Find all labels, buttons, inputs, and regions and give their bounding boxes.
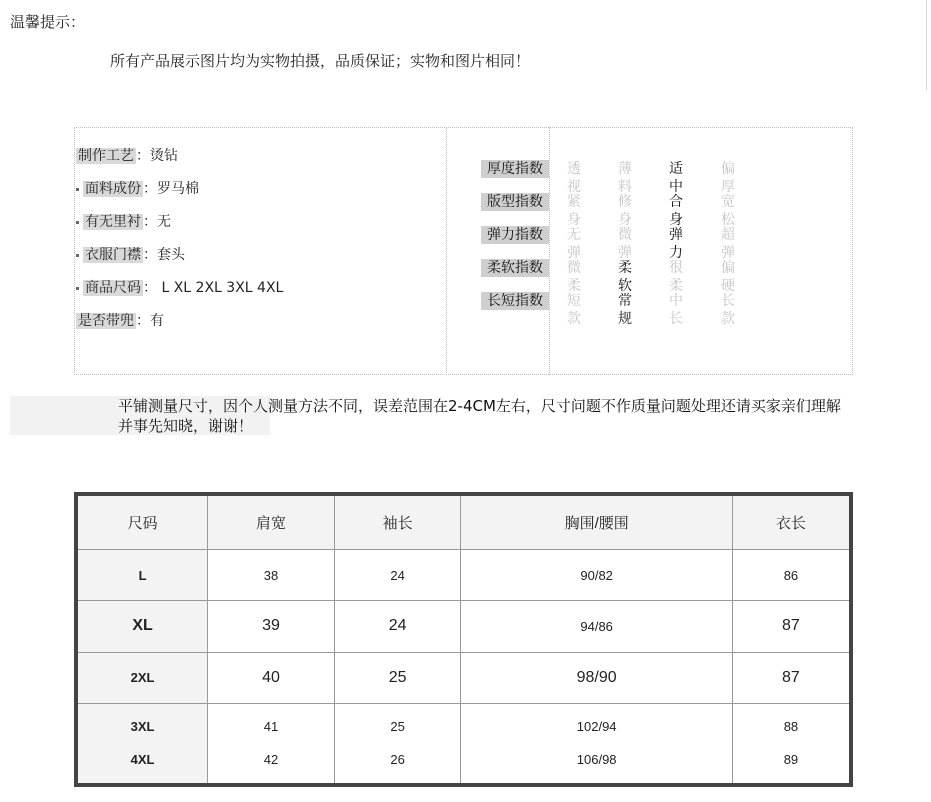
size-cell: 3XL 4XL <box>76 703 208 785</box>
tip-text: 所有产品展示图片均为实物拍摄，品质保证；实物和图片相同！ <box>110 52 531 70</box>
attr-label: 制作工艺 <box>78 148 134 164</box>
index-option: 宽松 <box>721 194 735 228</box>
table-cell: 39 <box>208 601 335 652</box>
index-option: 紧身 <box>567 194 581 228</box>
table-cell: 86 <box>732 550 851 601</box>
index-label: 柔软指数 <box>481 259 549 277</box>
header-chest-waist: 胸围/腰围 <box>461 494 732 550</box>
attr-fabric: 面料成份 ：罗马棉 <box>76 178 199 196</box>
table-cell: 41 42 <box>208 703 335 785</box>
index-option: 修身 <box>618 194 632 228</box>
table-cell: 102/94 106/98 <box>461 703 732 785</box>
bullet-icon <box>76 287 79 290</box>
attr-size: 商品尺码 ： L XL 2XL 3XL 4XL <box>76 277 283 295</box>
header-sleeve: 袖长 <box>334 494 461 550</box>
index-label: 长短指数 <box>481 292 549 310</box>
table-cell: 87 <box>732 601 851 652</box>
attr-lining: 有无里衬 ：无 <box>76 211 171 229</box>
index-option: 偏厚 <box>721 161 735 195</box>
attr-value: 无 <box>157 214 171 230</box>
attr-value: 套头 <box>157 247 185 263</box>
index-option: 透视 <box>567 161 581 195</box>
attr-label: 面料成份 <box>85 181 141 197</box>
bullet-icon <box>76 254 79 257</box>
table-row-combined <box>76 703 851 785</box>
index-option: 薄料 <box>618 161 632 195</box>
table-cell: 25 26 <box>334 703 461 785</box>
table-cell: 24 <box>334 601 461 652</box>
size-cell: XL <box>76 601 208 652</box>
table-cell: 40 <box>208 652 335 703</box>
table-header-row <box>76 494 851 550</box>
attr-pocket: 是否带兜 ：有 <box>78 313 164 329</box>
index-label: 厚度指数 <box>481 160 549 178</box>
index-option: 偏硬 <box>721 260 735 294</box>
header-shoulder: 肩宽 <box>208 494 335 550</box>
index-option-selected: 弹力 <box>669 227 683 261</box>
note-line-2: 并事先知晓，谢谢！ <box>118 417 254 435</box>
index-option: 短款 <box>567 293 581 327</box>
bullet-icon <box>76 221 79 224</box>
table-cell: 25 <box>334 652 461 703</box>
size-cell: L <box>76 550 208 601</box>
index-option: 无弹 <box>567 227 581 261</box>
attr-craft: 制作工艺 ：烫钻 <box>78 148 178 164</box>
info-divider <box>446 127 447 375</box>
product-info-box <box>74 127 853 375</box>
table-cell: 38 <box>208 550 335 601</box>
table-cell: 90/82 <box>461 550 732 601</box>
edge-line <box>926 0 927 90</box>
index-option: 长款 <box>721 293 735 327</box>
index-option: 很柔 <box>669 260 683 294</box>
attr-label: 有无里衬 <box>85 214 141 230</box>
index-option-selected: 合身 <box>669 194 683 228</box>
index-option: 中长 <box>669 293 683 327</box>
index-option-selected: 适中 <box>669 161 683 195</box>
table-cell: 98/90 <box>461 652 732 703</box>
index-label: 版型指数 <box>481 193 549 211</box>
table-cell: 94/86 <box>461 601 732 652</box>
index-option-selected: 常规 <box>618 293 632 327</box>
size-table <box>74 492 853 787</box>
attr-value: L XL 2XL 3XL 4XL <box>161 280 284 296</box>
attr-label: 衣服门襟 <box>85 247 141 263</box>
note-line-1: 平铺测量尺寸，因个人测量方法不同，误差范围在2-4CM左右，尺寸问题不作质量问题处理还请买家亲们理解 <box>118 397 841 415</box>
index-option: 超弹 <box>721 227 735 261</box>
index-divider <box>549 127 550 375</box>
index-option: 微柔 <box>567 260 581 294</box>
table-cell: 24 <box>334 550 461 601</box>
table-row <box>76 601 851 652</box>
header-size: 尺码 <box>76 494 208 550</box>
attr-value: 有 <box>150 313 164 329</box>
attr-value: 罗马棉 <box>157 181 199 197</box>
tip-title: 温馨提示： <box>10 13 86 31</box>
attr-label: 商品尺码 <box>85 280 141 296</box>
attr-placket: 衣服门襟 ：套头 <box>76 244 185 262</box>
table-cell: 87 <box>732 652 851 703</box>
attr-value: 烫钻 <box>150 148 178 164</box>
attr-label: 是否带兜 <box>78 313 134 329</box>
index-option: 微弹 <box>618 227 632 261</box>
index-label: 弹力指数 <box>481 226 549 244</box>
table-row <box>76 550 851 601</box>
bullet-icon <box>76 188 79 191</box>
measurement-note <box>118 396 918 436</box>
size-cell: 2XL <box>76 652 208 703</box>
index-option-selected: 柔软 <box>618 260 632 294</box>
header-length: 衣长 <box>732 494 851 550</box>
table-row <box>76 652 851 703</box>
table-cell: 88 89 <box>732 703 851 785</box>
